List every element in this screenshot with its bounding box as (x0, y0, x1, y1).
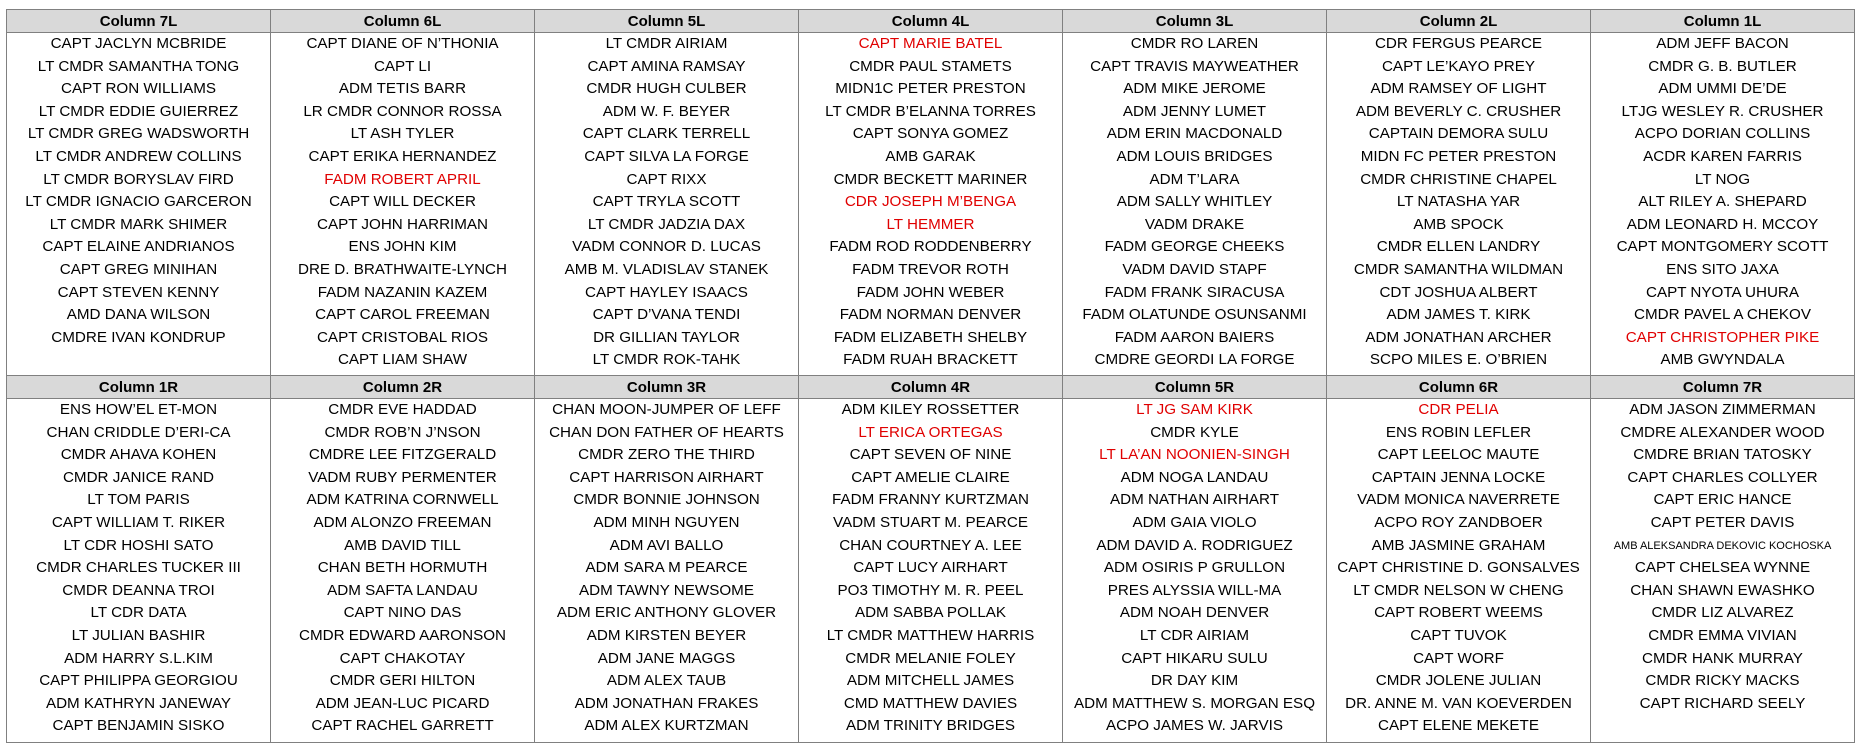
roster-entry: LT ASH TYLER (350, 125, 455, 143)
roster-entry: DR. ANNE M. VAN KOEVERDEN (1345, 694, 1572, 712)
roster-entry: CMDR CHARLES TUCKER III (36, 559, 241, 577)
lower-names-row (7, 399, 1855, 743)
roster-entry: CMDRE LEE FITZGERALD (308, 446, 497, 464)
roster-entry: LT CMDR SAMANTHA TONG (37, 57, 240, 75)
column-header: Column 1R (7, 376, 271, 399)
roster-entry: CMDR BECKETT MARINER (833, 170, 1028, 188)
roster-entry: CAPT ELENE MEKETE (1378, 717, 1539, 735)
roster-entry: ADM T’LARA (1149, 170, 1240, 188)
roster-entry: LR CMDR CONNOR ROSSA (303, 102, 502, 120)
roster-entry: LT CMDR MARK SHIMER (49, 215, 228, 233)
roster-entry: FADM ELIZABETH SHELBY (833, 328, 1028, 346)
roster-entry: LT CMDR BORYSLAV FIRD (43, 170, 234, 188)
roster-entry: CDR JOSEPH M’BENGA (844, 193, 1017, 211)
roster-entry: CAPT ROBERT WEEMS (1374, 604, 1543, 622)
roster-entry: FADM JOHN WEBER (856, 283, 1005, 301)
roster-entry: ADM TETIS BARR (338, 80, 467, 98)
roster-entry: VADM MONICA NAVERRETE (1357, 491, 1560, 509)
roster-entry: CMDR GERI HILTON (329, 672, 476, 690)
name-column (799, 33, 1063, 376)
roster-entry: ADM JEFF BACON (1656, 35, 1789, 52)
roster-entry: LT CMDR EDDIE GUIERREZ (38, 102, 239, 120)
roster-entry: LT NOG (1694, 170, 1751, 188)
roster-entry: AMB JASMINE GRAHAM (1371, 536, 1546, 554)
roster-entry: AMD DANA WILSON (66, 306, 211, 324)
roster-entry: LT CMDR JADZIA DAX (587, 215, 746, 233)
roster-entry: ADM KATHRYN JANEWAY (45, 694, 232, 712)
roster-entry: ADM ALEX TAUB (606, 672, 727, 690)
name-column (535, 33, 799, 376)
roster-entry: CAPT AMELIE CLAIRE (851, 468, 1010, 486)
roster-entry: ADM GAIA VIOLO (1132, 513, 1257, 531)
roster-entry: CMDR JANICE RAND (62, 468, 215, 486)
roster-entry: LT ERICA ORTEGAS (858, 423, 1003, 441)
column-header: Column 3L (1063, 10, 1327, 33)
roster-entry: ENS HOW’EL ET-MON (59, 401, 218, 418)
roster-entry: FADM ROBERT APRIL (324, 170, 481, 188)
roster-entry: CMDR HUGH CULBER (586, 80, 747, 98)
roster-entry: CAPT LIAM SHAW (337, 351, 468, 369)
roster-entry: CAPT CHAKOTAY (339, 649, 466, 667)
roster-entry: CMDR BONNIE JOHNSON (573, 491, 760, 509)
roster-entry: ENS SITO JAXA (1666, 260, 1779, 278)
roster-entry: MIDN1C PETER PRESTON (835, 80, 1026, 98)
column-header: Column 4L (799, 10, 1063, 33)
upper-header-row (7, 10, 1855, 33)
roster-entry: CMDR CHRISTINE CHAPEL (1360, 170, 1557, 188)
roster-entry: CAPT JACLYN MCBRIDE (50, 35, 227, 52)
roster-entry: ADM AVI BALLO (609, 536, 724, 554)
roster-entry: ADM MIKE JEROME (1123, 80, 1266, 98)
roster-entry: CAPT PETER DAVIS (1650, 513, 1795, 531)
roster-entry: LT JULIAN BASHIR (71, 626, 206, 644)
roster-entry: CMDRE GEORDI LA FORGE (1094, 351, 1295, 369)
roster-entry: FADM TREVOR ROTH (852, 260, 1009, 278)
roster-entry: ADM SABBA POLLAK (854, 604, 1007, 622)
roster-entry: AMB ALEKSANDRA DEKOVIC KOCHOSKA (1613, 539, 1832, 552)
roster-entry: ADM JENNY LUMET (1122, 102, 1267, 120)
roster-entry: CAPT MONTGOMERY SCOTT (1616, 238, 1829, 256)
roster-entry: VADM STUART M. PEARCE (833, 513, 1028, 531)
roster-entry: CHAN COURTNEY A. LEE (839, 536, 1022, 554)
roster-entry: ADM MITCHELL JAMES (846, 672, 1015, 690)
roster-entry: CHAN BETH HORMUTH (317, 559, 488, 577)
roster-entry: CAPT DIANE OF N’THONIA (306, 35, 499, 52)
roster-entry: ADM SALLY WHITLEY (1116, 193, 1273, 211)
name-column (7, 399, 271, 743)
roster-entry: CMDR EMMA VIVIAN (1648, 626, 1797, 644)
roster-entry: CAPT HAYLEY ISAACS (585, 283, 748, 301)
roster-entry: ADM TAWNY NEWSOME (579, 581, 754, 599)
roster-entry: CMDR JOLENE JULIAN (1375, 672, 1542, 690)
roster-entry: CAPT CHRISTINE D. GONSALVES (1337, 559, 1580, 577)
roster-entry: CAPT LUCY AIRHART (853, 559, 1008, 577)
roster-entry: LT JG SAM KIRK (1136, 401, 1253, 418)
roster-entry: CHAN MOON-JUMPER OF LEFF (552, 401, 781, 418)
roster-entry: ADM JAMES T. KIRK (1386, 306, 1531, 324)
roster-entry: CHAN SHAWN EWASHKO (1630, 581, 1815, 599)
roster-entry: ADM NATHAN AIRHART (1109, 491, 1280, 509)
roster-entry: ADM OSIRIS P GRULLON (1103, 559, 1286, 577)
roster-entry: CAPT TUVOK (1410, 626, 1507, 644)
roster-entry: ADM JONATHAN FRAKES (574, 694, 759, 712)
roster-entry: FADM NAZANIN KAZEM (317, 283, 488, 301)
roster-entry: CMDR AHAVA KOHEN (60, 446, 217, 464)
roster-entry: CAPT HIKARU SULU (1121, 649, 1268, 667)
roster-entry: CAPT MARIE BATEL (858, 35, 1003, 52)
roster-entry: VADM RUBY PERMENTER (308, 468, 497, 486)
roster-entry: ADM ERIC ANTHONY GLOVER (556, 604, 777, 622)
roster-entry: AMB M. VLADISLAV STANEK (564, 260, 769, 278)
roster-entry: ADM ALONZO FREEMAN (313, 513, 492, 531)
roster-entry: CMDR EVE HADDAD (328, 401, 477, 418)
roster-entry: CAPT LEELOC MAUTE (1377, 446, 1540, 464)
roster-entry: FADM RUAH BRACKETT (843, 351, 1018, 369)
roster-entry: ACPO JAMES W. JARVIS (1106, 717, 1283, 735)
roster-entry: CDR FERGUS PEARCE (1374, 35, 1543, 52)
roster-entry: ADM TRINITY BRIDGES (845, 717, 1016, 735)
roster-entry: LT NATASHA YAR (1396, 193, 1521, 211)
roster-entry: CAPT RACHEL GARRETT (311, 717, 494, 735)
roster-entry: LT CMDR ANDREW COLLINS (35, 147, 242, 165)
roster-entry: FADM AARON BAIERS (1114, 328, 1275, 346)
roster-entry: CAPT PHILIPPA GEORGIOU (39, 672, 238, 690)
roster-entry: LT CMDR AIRIAM (605, 35, 728, 52)
name-column (7, 33, 271, 376)
roster-entry: DRE D. BRATHWAITE-LYNCH (298, 260, 507, 278)
roster-entry: ADM ALEX KURTZMAN (584, 717, 749, 735)
column-header: Column 2R (271, 376, 535, 399)
roster-entry: CAPT SEVEN OF NINE (849, 446, 1012, 464)
roster-entry: ADM BEVERLY C. CRUSHER (1355, 102, 1562, 120)
roster-entry: AMB SPOCK (1413, 215, 1504, 233)
column-header: Column 2L (1327, 10, 1591, 33)
column-header: Column 1L (1591, 10, 1855, 33)
roster-entry: LT CDR HOSHI SATO (63, 536, 214, 554)
roster-entry: CMDR HANK MURRAY (1642, 649, 1803, 667)
roster-entry: CAPT ERIKA HERNANDEZ (308, 147, 497, 165)
roster-entry: LT LA’AN NOONIEN-SINGH (1099, 446, 1290, 464)
roster-entry: FADM ROD RODDENBERRY (829, 238, 1032, 256)
roster-entry: LT CMDR IGNACIO GARCERON (25, 193, 252, 211)
roster-entry: ADM JEAN-LUC PICARD (315, 694, 490, 712)
roster-entry: CMDR PAVEL A CHEKOV (1634, 306, 1811, 324)
roster-entry: CAPT BENJAMIN SISKO (52, 717, 225, 735)
roster-entry: ADM W. F. BEYER (602, 102, 731, 120)
roster-entry: LTJG WESLEY R. CRUSHER (1621, 102, 1824, 120)
roster-entry: ALT RILEY A. SHEPARD (1638, 193, 1807, 211)
roster-entry: CMDR EDWARD AARONSON (298, 626, 506, 644)
roster-entry: CAPT CAROL FREEMAN (315, 306, 490, 324)
roster-entry: CDT JOSHUA ALBERT (1379, 283, 1538, 301)
roster-entry: CMDR ROB’N J’NSON (324, 423, 481, 441)
roster-entry: CMDR DEANNA TROI (62, 581, 215, 599)
name-column (535, 399, 799, 743)
column-header: Column 3R (535, 376, 799, 399)
roster-entry: LT CMDR NELSON W CHENG (1353, 581, 1564, 599)
roster-entry: VADM CONNOR D. LUCAS (572, 238, 761, 256)
roster-entry: CMDR MELANIE FOLEY (845, 649, 1016, 667)
roster-entry: CAPT RIXX (626, 170, 707, 188)
roster-entry: CHAN DON FATHER OF HEARTS (549, 423, 784, 441)
roster-entry: FADM OLATUNDE OSUNSANMI (1082, 306, 1307, 324)
roster-entry: CAPT CLARK TERRELL (582, 125, 751, 143)
roster-entry: VADM DRAKE (1144, 215, 1245, 233)
roster-entry: ADM MINH NGUYEN (593, 513, 740, 531)
name-column (1591, 399, 1855, 743)
roster-entry: AMB DAVID TILL (344, 536, 461, 554)
roster-entry: ACPO DORIAN COLLINS (1634, 125, 1811, 143)
name-column (271, 33, 535, 376)
roster-entry: LT CDR AIRIAM (1139, 626, 1250, 644)
roster-entry: CAPTAIN JENNA LOCKE (1371, 468, 1546, 486)
roster-entry: ADM NOGA LANDAU (1120, 468, 1269, 486)
roster-entry: CMDR RO LAREN (1130, 35, 1259, 52)
name-column (271, 399, 535, 743)
roster-entry: CDR PELIA (1418, 401, 1499, 418)
roster-entry: AMB GARAK (885, 147, 976, 165)
roster-entry: ACPO ROY ZANDBOER (1374, 513, 1543, 531)
roster-entry: CAPT JOHN HARRIMAN (316, 215, 488, 233)
roster-entry: CAPT TRYLA SCOTT (592, 193, 741, 211)
roster-entry: ADM HARRY S.L.KIM (64, 649, 213, 667)
roster-entry: ADM DAVID A. RODRIGUEZ (1096, 536, 1293, 554)
column-header: Column 7L (7, 10, 271, 33)
roster-entry: VADM DAVID STAPF (1122, 260, 1267, 278)
roster-entry: ADM JANE MAGGS (597, 649, 736, 667)
roster-entry: CAPT WILLIAM T. RIKER (51, 513, 226, 531)
roster-entry: FADM NORMAN DENVER (839, 306, 1022, 324)
roster-entry: CMDR LIZ ALVAREZ (1651, 604, 1794, 622)
roster-entry: CMDRE BRIAN TATOSKY (1633, 446, 1812, 464)
roster-entry: CAPT CHELSEA WYNNE (1634, 559, 1811, 577)
roster-entry: CMD MATTHEW DAVIES (843, 694, 1018, 712)
column-header: Column 7R (1591, 376, 1855, 399)
roster-entry: ADM SARA M PEARCE (585, 559, 748, 577)
roster-entry: ADM NOAH DENVER (1119, 604, 1270, 622)
roster-entry: FADM FRANK SIRACUSA (1104, 283, 1285, 301)
roster-entry: ADM KIRSTEN BEYER (586, 626, 747, 644)
roster-entry: CMDRE ALEXANDER WOOD (1620, 423, 1825, 441)
roster-entry: ENS JOHN KIM (348, 238, 457, 256)
roster-entry: CMDR KYLE (1150, 423, 1239, 441)
roster-entry: CMDR PAUL STAMETS (849, 57, 1012, 75)
name-column (1063, 399, 1327, 743)
roster-entry: CAPT WORF (1413, 649, 1504, 667)
name-column (1591, 33, 1855, 376)
roster-entry: ADM KATRINA CORNWELL (306, 491, 499, 509)
roster-entry: CAPT RICHARD SEELY (1639, 694, 1806, 712)
roster-entry: CAPT ERIC HANCE (1653, 491, 1792, 509)
roster-entry: CMDRE IVAN KONDRUP (51, 328, 226, 346)
roster-entry: CAPT GREG MINIHAN (59, 260, 218, 278)
column-header: Column 6L (271, 10, 535, 33)
roster-entry: ADM UMMI DE’DE (1658, 80, 1787, 98)
roster-entry: FADM FRANNY KURTZMAN (832, 491, 1029, 509)
roster-entry: FADM GEORGE CHEEKS (1104, 238, 1285, 256)
roster-entry: CHAN CRIDDLE D’ERI-CA (46, 423, 231, 441)
roster-entry: MIDN FC PETER PRESTON (1360, 147, 1557, 165)
roster-entry: CAPT NYOTA UHURA (1645, 283, 1800, 301)
column-header: Column 5L (535, 10, 799, 33)
roster-entry: ADM KILEY ROSSETTER (841, 401, 1020, 418)
roster-entry: CAPT TRAVIS MAYWEATHER (1090, 57, 1299, 75)
roster-entry: ACDR KAREN FARRIS (1643, 147, 1802, 165)
roster-entry: CMDR ELLEN LANDRY (1376, 238, 1541, 256)
roster-entry: CAPT AMINA RAMSAY (587, 57, 746, 75)
roster-entry: PRES ALYSSIA WILL-MA (1107, 581, 1282, 599)
roster-entry: ADM JASON ZIMMERMAN (1629, 401, 1816, 418)
name-column (1063, 33, 1327, 376)
roster-entry: CAPT CRISTOBAL RIOS (316, 328, 489, 346)
roster-entry: LT CMDR MATTHEW HARRIS (826, 626, 1035, 644)
roster-table (6, 9, 1855, 743)
roster-entry: LT CMDR GREG WADSWORTH (27, 125, 250, 143)
roster-entry: CAPTAIN DEMORA SULU (1368, 125, 1549, 143)
roster-entry: LT CMDR ROK-TAHK (592, 351, 741, 369)
roster-entry: CMDR G. B. BUTLER (1648, 57, 1797, 75)
roster-entry: CAPT STEVEN KENNY (57, 283, 220, 301)
roster-entry: LT CDR DATA (90, 604, 187, 622)
roster-entry: CMDR SAMANTHA WILDMAN (1353, 260, 1564, 278)
lower-header-row (7, 376, 1855, 399)
roster-entry: PO3 TIMOTHY M. R. PEEL (837, 581, 1024, 599)
name-column (1327, 399, 1591, 743)
roster-entry: ADM SAFTA LANDAU (327, 581, 478, 599)
roster-entry: CMDR ZERO THE THIRD (578, 446, 755, 464)
name-column (1327, 33, 1591, 376)
roster-entry: CMDR RICKY MACKS (1645, 672, 1800, 690)
roster-entry: CAPT RON WILLIAMS (61, 80, 216, 98)
column-header: Column 5R (1063, 376, 1327, 399)
roster-entry: CAPT LE’KAYO PREY (1381, 57, 1536, 75)
roster-entry: ADM LOUIS BRIDGES (1116, 147, 1273, 165)
roster-entry: ENS ROBIN LEFLER (1385, 423, 1532, 441)
roster-entry: CAPT SILVA LA FORGE (584, 147, 749, 165)
roster-entry: CAPT D’VANA TENDI (592, 306, 741, 324)
roster-entry: ADM MATTHEW S. MORGAN ESQ (1073, 694, 1316, 712)
roster-entry: LT CMDR B’ELANNA TORRES (825, 102, 1036, 120)
roster-entry: CAPT CHARLES COLLYER (1627, 468, 1818, 486)
roster-entry: CAPT WILL DECKER (329, 193, 476, 211)
roster-entry: DR DAY KIM (1150, 672, 1239, 690)
roster-entry: CAPT NINO DAS (343, 604, 462, 622)
roster-entry: CAPT HARRISON AIRHART (569, 468, 764, 486)
roster-entry: CAPT CHRISTOPHER PIKE (1625, 328, 1820, 346)
roster-entry: CAPT ELAINE ANDRIANOS (42, 238, 235, 256)
roster-entry: DR GILLIAN TAYLOR (593, 328, 740, 346)
column-header: Column 6R (1327, 376, 1591, 399)
roster-entry: ADM RAMSEY OF LIGHT (1370, 80, 1547, 98)
roster-entry: CAPT SONYA GOMEZ (852, 125, 1009, 143)
roster-entry: AMB GWYNDALA (1660, 351, 1785, 369)
roster-entry: ADM ERIN MACDONALD (1106, 125, 1283, 143)
roster-entry: CAPT LI (373, 57, 432, 75)
roster-entry: ADM JONATHAN ARCHER (1365, 328, 1552, 346)
roster-entry: ADM LEONARD H. MCCOY (1626, 215, 1819, 233)
roster-entry: LT HEMMER (886, 215, 975, 233)
name-column (799, 399, 1063, 743)
column-header: Column 4R (799, 376, 1063, 399)
roster-entry: LT TOM PARIS (87, 491, 190, 509)
upper-names-row (7, 33, 1855, 376)
roster-entry: SCPO MILES E. O’BRIEN (1369, 351, 1548, 369)
